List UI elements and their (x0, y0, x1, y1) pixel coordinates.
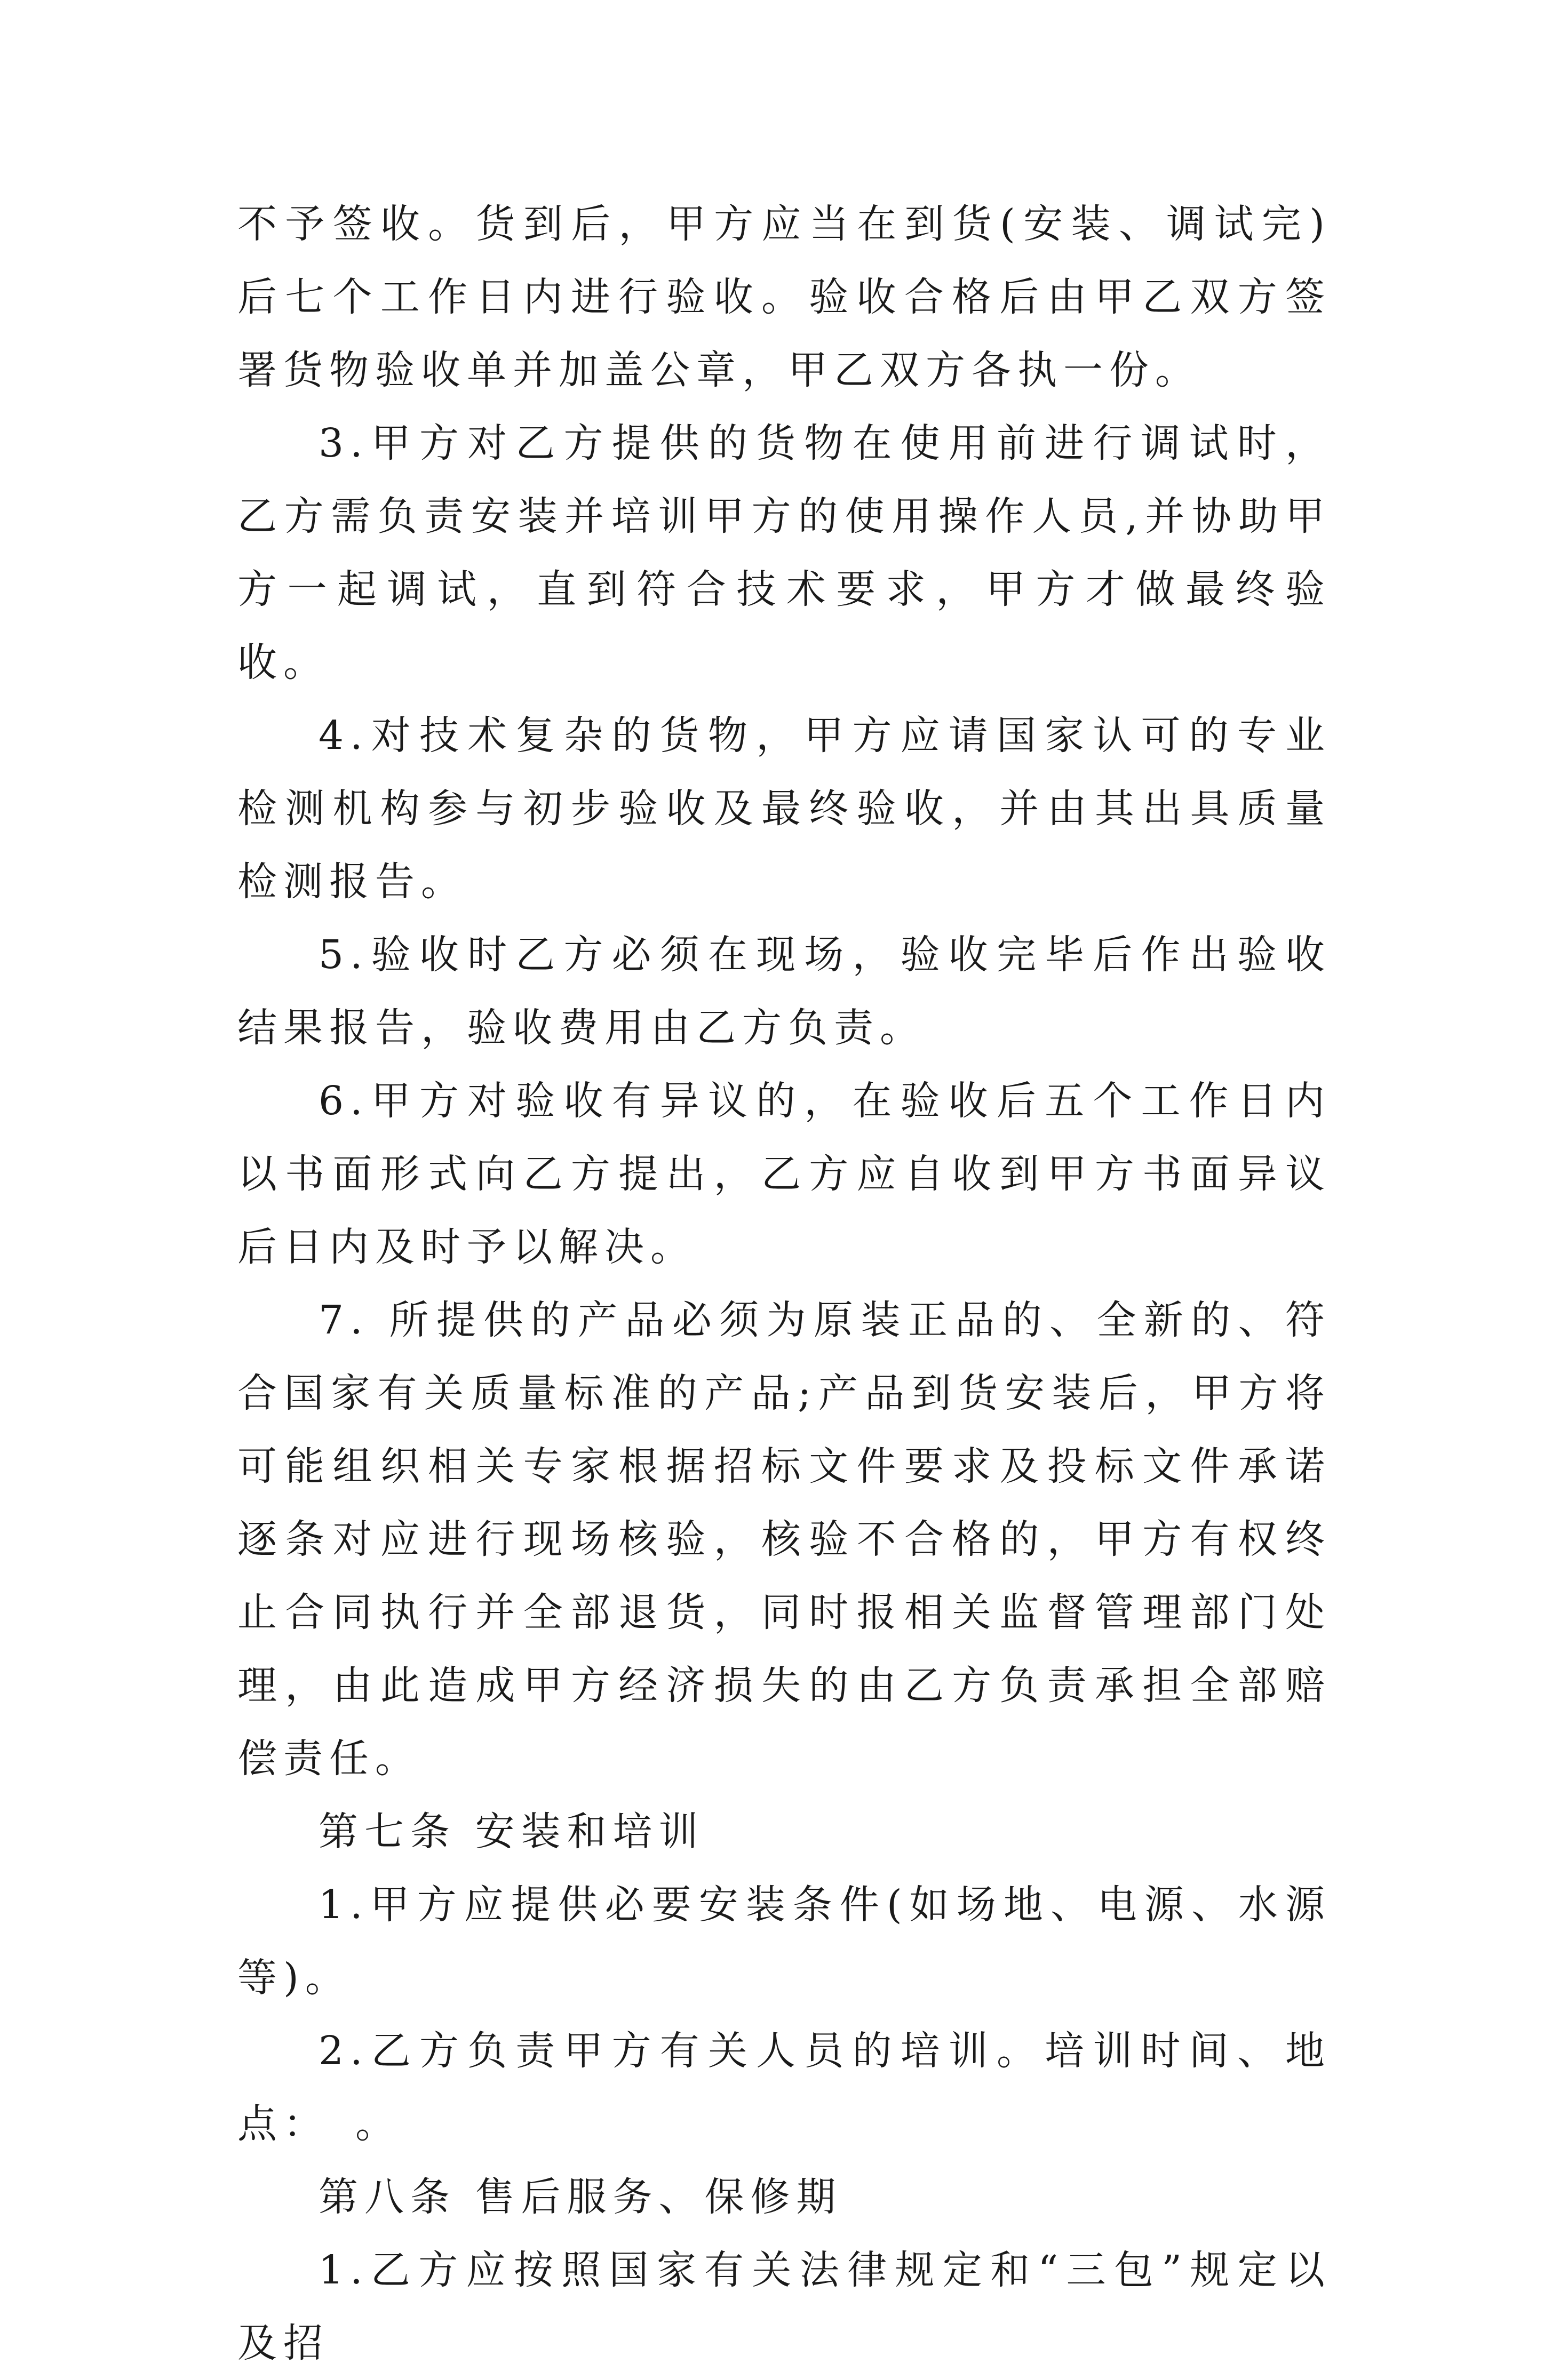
article-7-heading: 第七条 安装和培训 (319, 1809, 705, 1855)
paragraph-service-1: 1.乙方应按照国家有关法律规定和“三包”规定以及招 (237, 2247, 1331, 2366)
article-8-heading: 第八条 售后服务、保修期 (319, 2174, 842, 2220)
paragraph-item-6: 6.甲方对验收有异议的，在验收后五个工作日内以书面形式向乙方提出，乙方应自收到甲方书面异议后日内及时予以解决。 (237, 1078, 1331, 1270)
paragraph-item-7: 7. 所提供的产品必须为原装正品的、全新的、符合国家有关质量标准的产品;产品到货安装后，甲方将可能组织相关专家根据招标文件要求及投标文件承诺逐条对应进行现场核验，核验不合格的，甲方有权终止合同执行并全部退货，同时报相关监督管理部门处理，由此造成甲方经济损失的由乙方负责承担全部赔偿责任。 (237, 1297, 1331, 1782)
paragraph-continued: 不予签收。货到后，甲方应当在到货(安装、调试完)后七个工作日内进行验收。验收合格后由甲乙双方签署货物验收单并加盖公章，甲乙双方各执一份。 (237, 201, 1331, 393)
paragraph-item-4: 4.对技术复杂的货物，甲方应请国家认可的专业检测机构参与初步验收及最终验收，并由其出具质量检测报告。 (237, 713, 1331, 905)
paragraph-item-3: 3.甲方对乙方提供的货物在使用前进行调试时，乙方需负责安装并培训甲方的使用操作人员,并协助甲方一起调试，直到符合技术要求，甲方才做最终验收。 (237, 420, 1331, 685)
paragraph-item-5: 5.验收时乙方必须在现场，验收完毕后作出验收结果报告，验收费用由乙方负责。 (237, 932, 1331, 1051)
paragraph-install-1: 1.甲方应提供必要安装条件(如场地、电源、水源等)。 (237, 1882, 1331, 2001)
paragraph-install-2: 2.乙方负责甲方有关人员的培训。培训时间、地点： 。 (237, 2028, 1331, 2147)
document-body (237, 188, 1331, 2380)
